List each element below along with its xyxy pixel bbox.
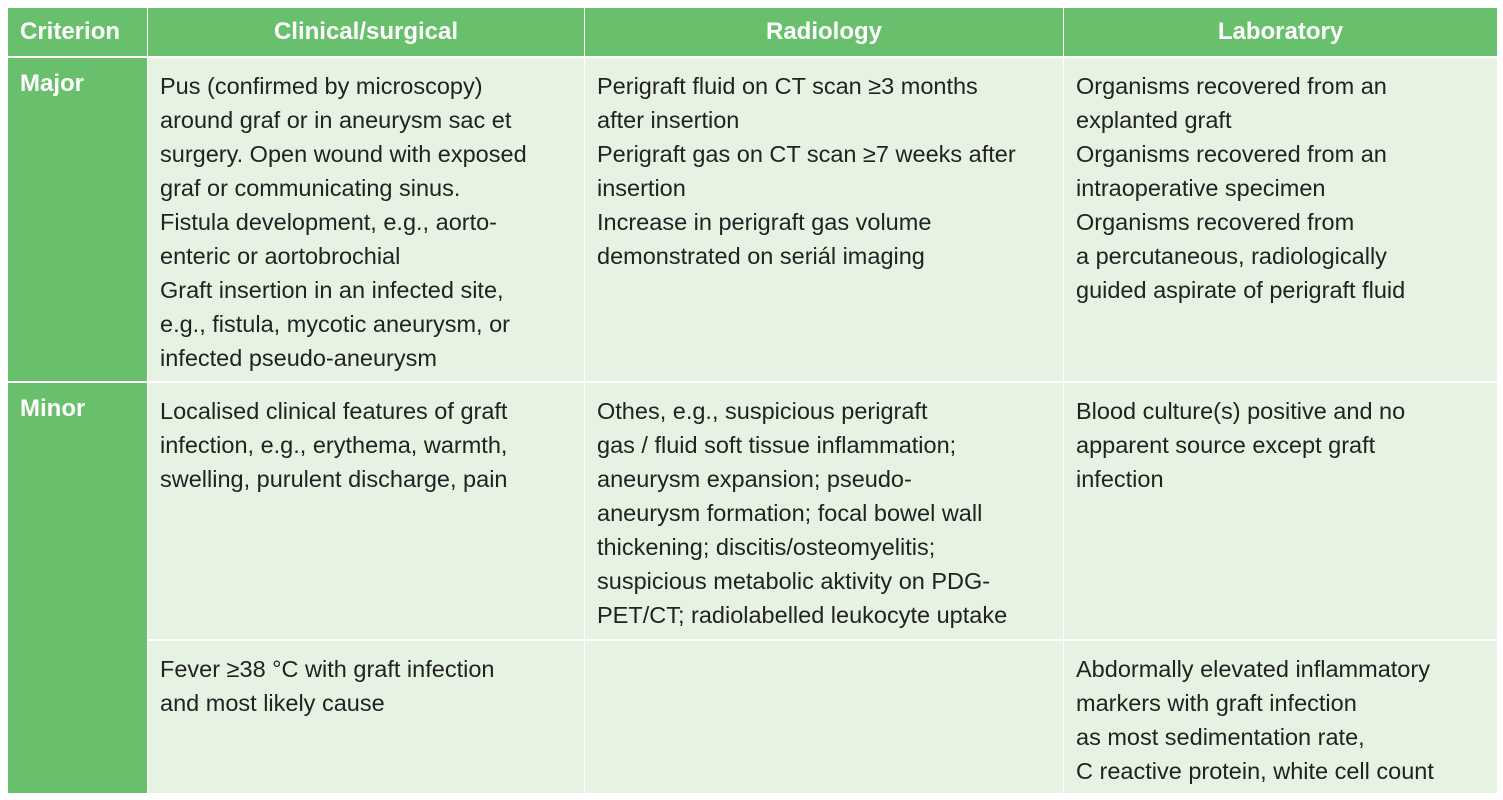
cell-text-line: Pus (confirmed by microscopy) (160, 73, 483, 99)
cell-text-line: infected pseudo-aneurysm (160, 345, 437, 371)
cell-text-line: insertion (597, 175, 686, 201)
header-clinical-surgical: Clinical/surgical (148, 8, 584, 56)
cell-text-line: after insertion (597, 107, 740, 133)
header-radiology: Radiology (585, 8, 1063, 56)
cell-text-line: C reactive protein, white cell count (1076, 758, 1434, 784)
cell-text-line: e.g., fistula, mycotic aneurysm, or (160, 311, 511, 337)
minor2-laboratory-cell (1064, 641, 1497, 793)
cell-text-line: surgery. Open wound with exposed (160, 141, 527, 167)
cell-text-line: a percutaneous, radiologically (1076, 243, 1387, 269)
minor2-radiology-cell (585, 641, 1063, 793)
minor-laboratory-cell (1064, 383, 1497, 639)
cell-text-line: and most likely cause (160, 690, 385, 716)
cell-text-line: Othes, e.g., suspicious perigraft (597, 398, 928, 424)
criterion-minor: Minor (8, 383, 147, 793)
cell-text-line: infection (1076, 466, 1164, 492)
cell-text-line: as most sedimentation rate, (1076, 724, 1365, 750)
cell-text-line: aneurysm formation; focal bowel wall (597, 500, 983, 526)
cell-text-line: swelling, purulent discharge, pain (160, 466, 508, 492)
cell-text-line: demonstrated on seriál imaging (597, 243, 925, 269)
cell-text-line: Fever ≥38 °C with graft infection (160, 656, 495, 682)
header-laboratory: Laboratory (1064, 8, 1497, 56)
cell-text-line: enteric or aortobrochial (160, 243, 401, 269)
cell-text-line: aneurysm expansion; pseudo- (597, 466, 912, 492)
cell-text-line: Localised clinical features of graft (160, 398, 508, 424)
criteria-table (8, 8, 1497, 793)
major-laboratory-cell (1064, 58, 1497, 381)
cell-text-line: Organisms recovered from an (1076, 141, 1387, 167)
header-criterion: Criterion (8, 8, 147, 56)
major-radiology-cell (585, 58, 1063, 381)
minor2-clinical-cell (148, 641, 584, 793)
cell-text-line: Blood culture(s) positive and no (1076, 398, 1406, 424)
major-clinical-cell (148, 58, 584, 381)
cell-text-line: suspicious metabolic aktivity on PDG- (597, 568, 991, 594)
cell-text-line: Graft insertion in an infected site, (160, 277, 504, 303)
cell-text-line: Fistula development, e.g., aorto- (160, 209, 498, 235)
cell-text-line: apparent source except graft (1076, 432, 1376, 458)
minor-radiology-cell (585, 383, 1063, 639)
cell-text-line: Organisms recovered from (1076, 209, 1355, 235)
cell-text-line: Perigraft fluid on CT scan ≥3 months (597, 73, 978, 99)
cell-text-line: explanted graft (1076, 107, 1232, 133)
criterion-major: Major (8, 58, 147, 381)
cell-text-line: thickening; discitis/osteomyelitis; (597, 534, 936, 560)
cell-text-line: intraoperative specimen (1076, 175, 1326, 201)
cell-text-line: guided aspirate of perigraft fluid (1076, 277, 1406, 303)
cell-text-line: Perigraft gas on CT scan ≥7 weeks after (597, 141, 1016, 167)
cell-text-line: Increase in perigraft gas volume (597, 209, 932, 235)
cell-text-line: Abdormally elevated inflammatory (1076, 656, 1430, 682)
cell-text-line: infection, e.g., erythema, warmth, (160, 432, 508, 458)
cell-text-line: markers with graft infection (1076, 690, 1357, 716)
cell-text-line: Organisms recovered from an (1076, 73, 1387, 99)
minor-clinical-cell (148, 383, 584, 639)
cell-text-line: PET/CT; radiolabelled leukocyte uptake (597, 602, 1008, 628)
cell-text-line: around graf or in aneurysm sac et (160, 107, 512, 133)
cell-text-line: gas / fluid soft tissue inflammation; (597, 432, 957, 458)
cell-text-line: graf or communicating sinus. (160, 175, 461, 201)
